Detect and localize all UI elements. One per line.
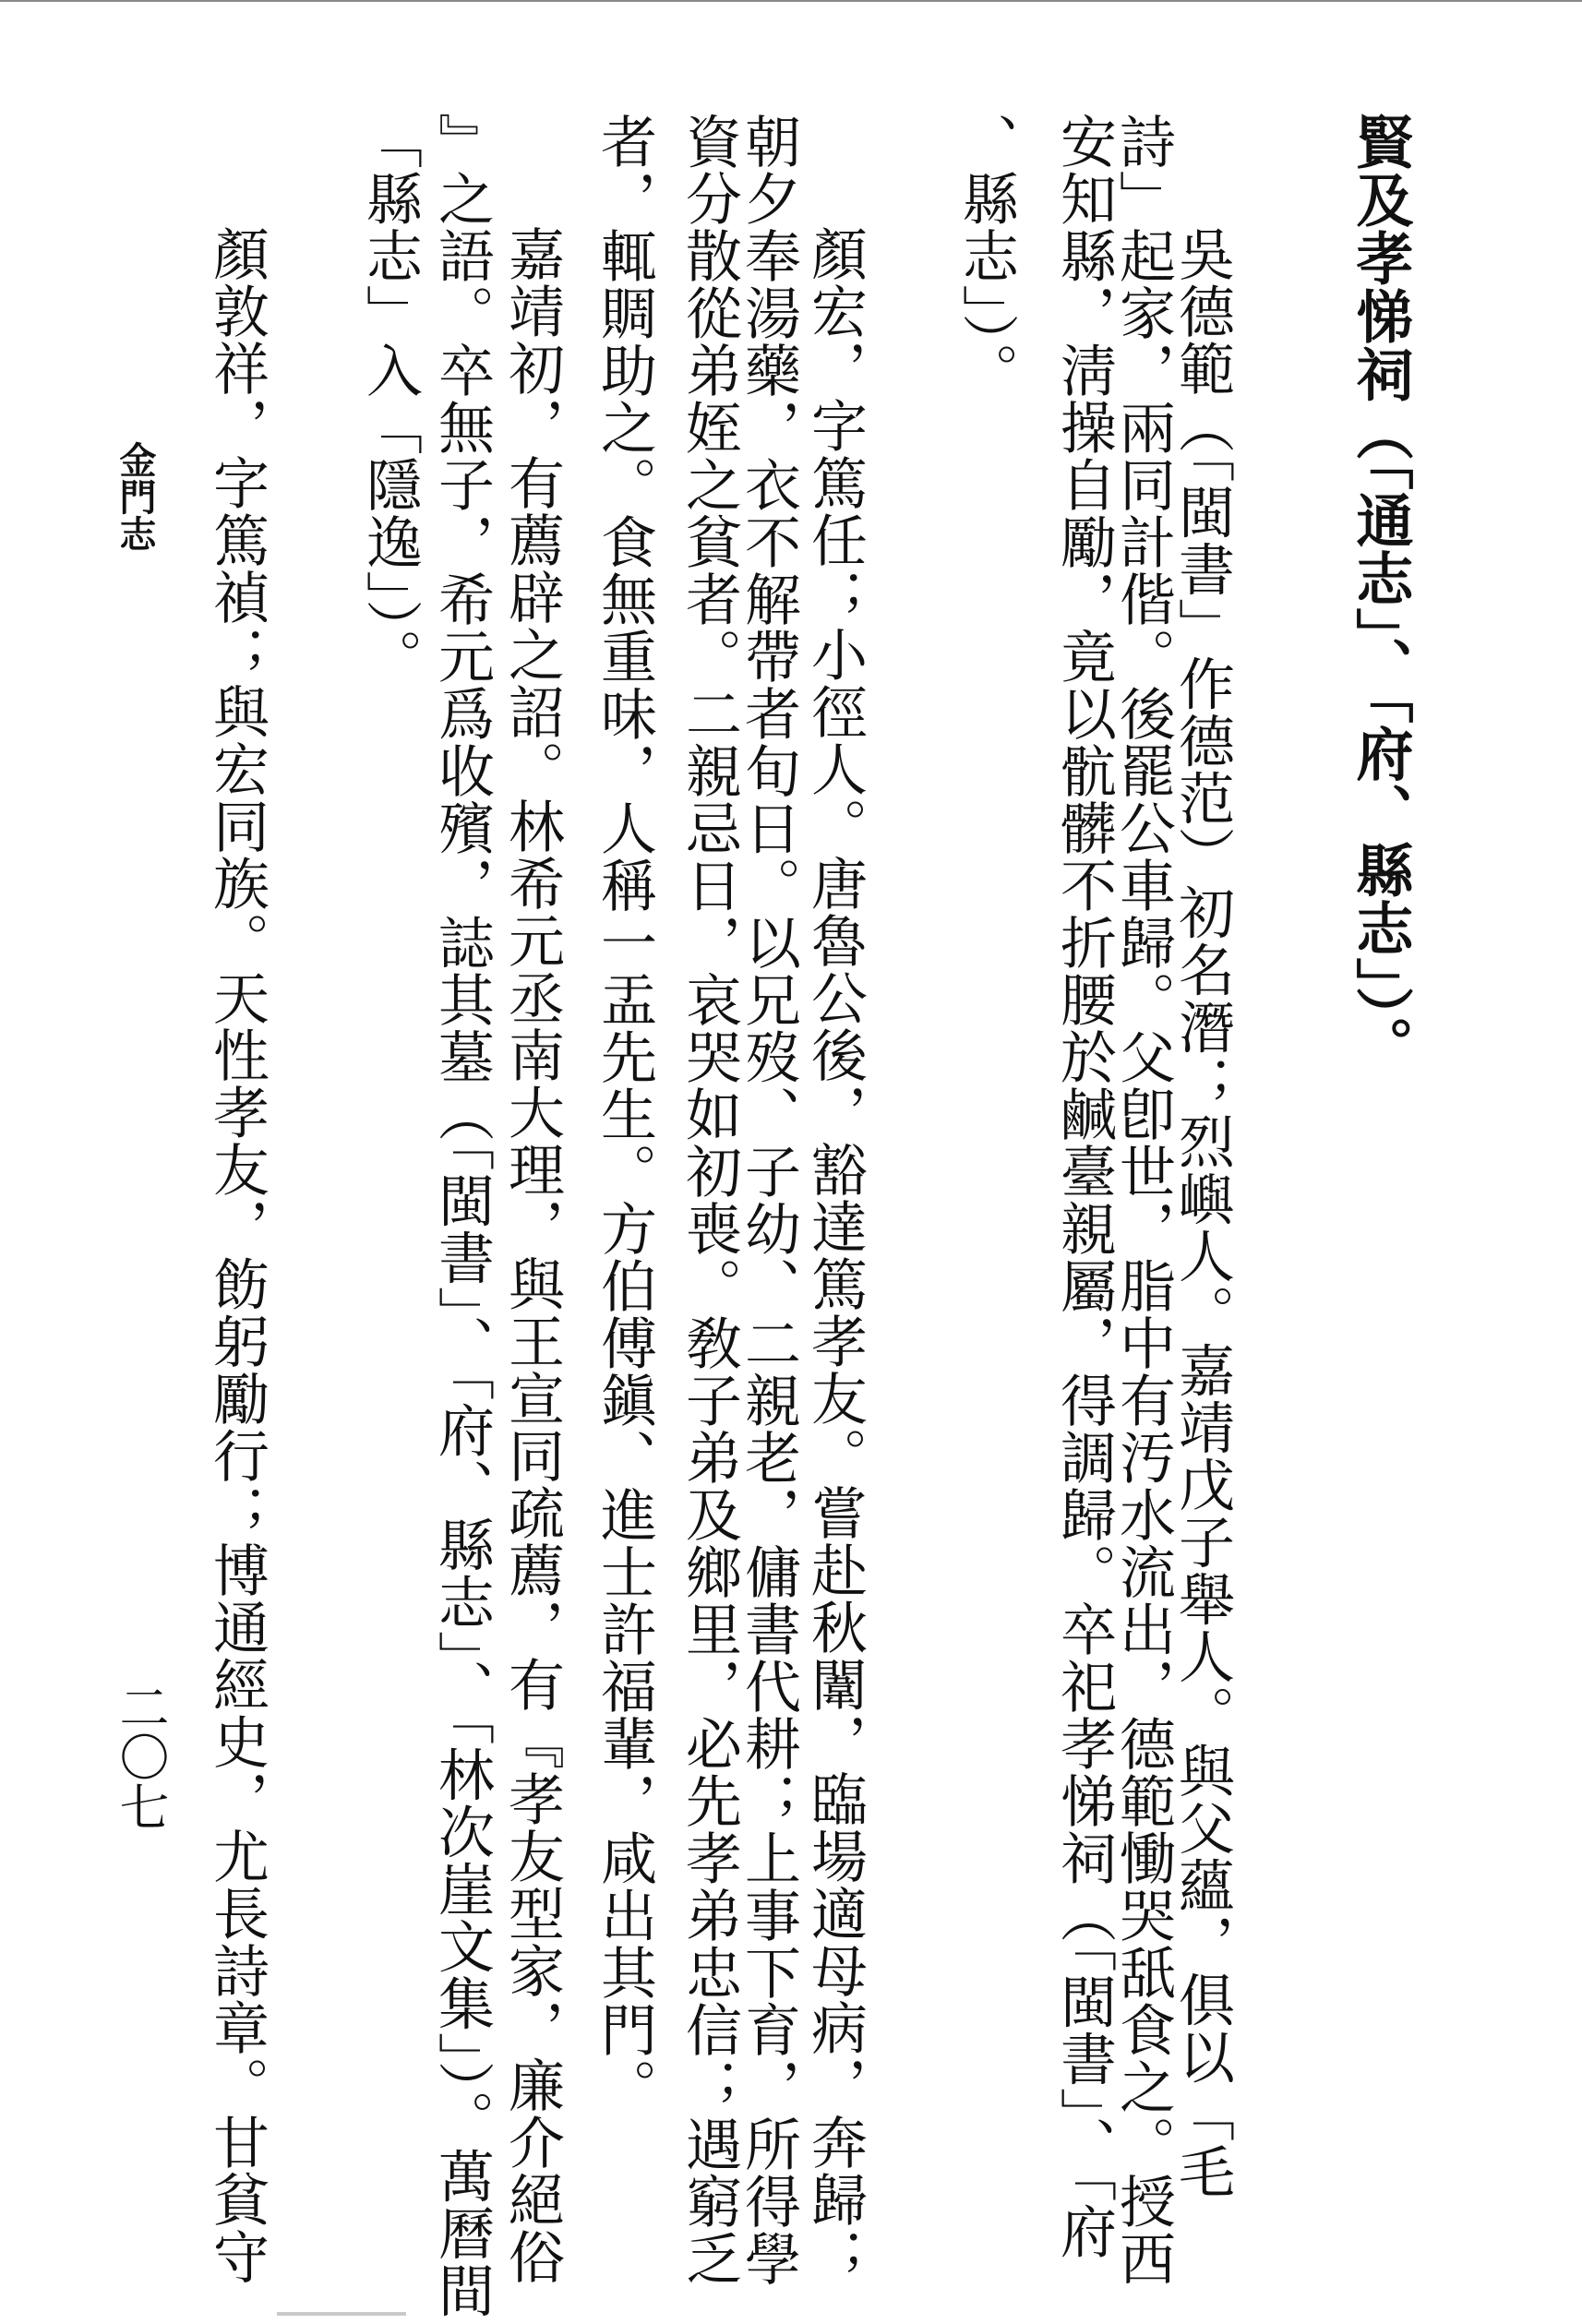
text-column: 「縣志」入「隱逸」）。: [357, 113, 423, 686]
text-column: 顏敦祥，字篤禎；與宏同族。天性孝友，飭躬勵行；博通經史，尤長詩章。甘貧守: [204, 225, 270, 2285]
running-title: 金門志: [114, 441, 157, 552]
scan-artifact: [277, 2312, 406, 2316]
scan-top-edge: [0, 0, 1582, 2]
section-heading: 賢及孝悌祠（「通志」、「府、縣志」）。: [1347, 113, 1414, 1074]
text-column: 顏宏，字篤任；小徑人。唐魯公後，豁達篤孝友。嘗赴秋闈，臨場適母病，奔歸；: [802, 225, 868, 2285]
page-number: 二〇七: [112, 1682, 170, 1831]
text-column: 詩」起家，兩同計偕。後罷公車歸。父卽世，脂中有汚水流出，德範慟哭舐食之。授西: [1110, 113, 1176, 2287]
text-column: 吳德範（「閩書」作德范）初名潛；烈嶼人。嘉靖戊子舉人。與父蘊，俱以「毛: [1169, 225, 1235, 2200]
text-column: 者，輒賙助之。食無重味，人稱一盂先生。方伯傅鎭、進士許福輩，咸出其門。: [592, 113, 657, 2115]
text-column: 嘉靖初，有薦辟之詔。林希元丞南大理，與王宣同疏薦，有『孝友型家，廉介絕俗: [499, 225, 565, 2285]
text-column: 、縣志」）。: [953, 113, 1019, 400]
text-column: 資分散從弟姪之貧者。二親忌日，哀哭如初喪。敎子弟及鄉里，必先孝弟忠信；遇窮乏: [677, 113, 742, 2287]
text-column: 』之語。卒無子，希元爲收殯，誌其墓（「閩書」、「府、縣志」、「林次崖文集」）。萬曆間: [429, 113, 495, 2319]
text-column: 安知縣，淸操自勵，竟以骯髒不折腰於鹹臺親屬，得調歸。卒祀孝悌祠（「閩書」、「府: [1051, 113, 1117, 2260]
text-column: 朝夕奉湯藥，衣不解帶者旬日。以兄歿、子幼、二親老，傭書代耕；上事下育，所得學: [736, 113, 801, 2287]
